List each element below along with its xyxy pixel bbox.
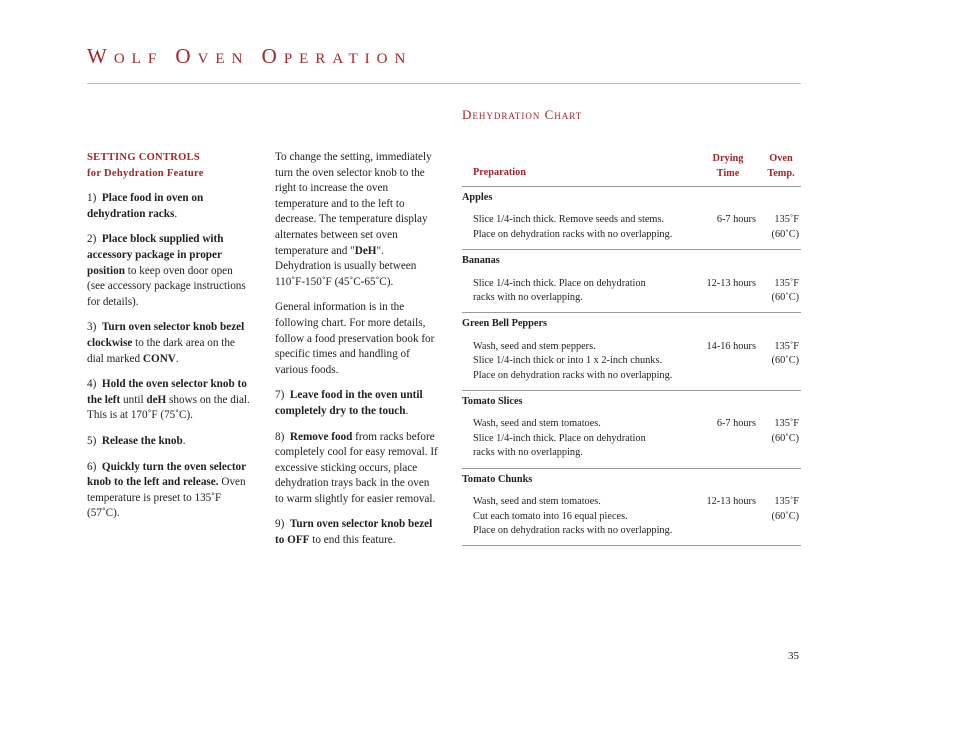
heading-line-1: SETTING CONTROLS [87,152,201,163]
page-title: Wolf Oven Operation [87,44,413,68]
oven-temp: 135˚F (60˚C) [771,214,799,240]
group-name: Apples [462,192,493,203]
temperature-paragraph: To change the setting, immediately turn the oven selector knob to the right to increase the oven temperature and to the left to decrease. The temperature display alternates between set oven temperature and "DeH". Dehydration is usually between 110˚F-150˚F (45˚C-65˚C). [275,151,432,288]
setting-controls-heading [87,150,252,181]
drying-time: 12-13 hours [706,496,756,508]
step-6: 6) Quickly turn the oven selector knob to the left and release. Oven temperature is preset to 135˚F (57˚C). [87,460,246,520]
oven-temp: 135˚F (60˚C) [771,277,799,304]
drying-time: 12-13 hours [706,277,756,289]
group-name: Green Bell Peppers [462,318,548,330]
table-row: Slice 1/4-inch thick. Place on dehydration racks with no overlapping. 12-13 hours 135˚F (60˚C) [462,277,801,306]
drying-time: 6-7 hours [716,214,756,226]
header-rule [87,83,801,84]
group-name: Bananas [462,255,500,267]
chart-title: Dehydration Chart [462,107,583,122]
setting-controls-column [87,150,252,532]
table-row: Slice 1/4-inch thick. Remove seeds and stems. Place on dehydration racks with no overlapping. 6-7 hours 135˚F (60˚C) [462,213,801,242]
page-number: 35 [788,650,799,662]
table-row: Wash, seed and stem tomatoes. Cut each tomato into 16 equal pieces. Place on dehydration racks with no overlapping. 12-13 hours 135˚F (60˚C) [473,496,799,536]
table-row: Wash, seed and stem peppers. Slice 1/4-inch thick or into 1 x 2-inch chunks. Place on dehydration racks with no overlapping. 14-16 hours 135˚F (60˚C) [473,340,799,381]
step-5: 5) Release the knob. [87,434,186,447]
table-row: Wash, seed and stem tomatoes. Slice 1/4-inch thick. Place on dehydration racks with no overlapping. 6-7 hours 135˚F (60˚C) [473,418,799,459]
step-8: 8) Remove food from racks before completely cool for easy removal. If excessive sticking occurs, place dehydration trays back in the oven to warm slightly for easier removal. [275,430,438,505]
oven-temp: 135˚F (60˚C) [771,340,799,367]
step-7: 7) Leave food in the oven until completely dry to the touch. [275,389,423,417]
group-name: Tomato Chunks [462,473,533,485]
instructions-column [275,150,440,559]
oven-temp: 135˚F (60˚C) [771,418,799,444]
oven-temp: 135˚F (60˚C) [771,496,799,522]
step-1: 1) Place food in oven on dehydration racks. [87,192,204,220]
step-4: 4) Hold the oven selector knob to the left until deH shows on the dial. This is at 170˚F (75˚C). [87,378,250,422]
general-info-paragraph: General information is in the following chart. For more details, follow a food preservation book for specific times and handling of various foods. [275,301,435,376]
step-2: 2) Place block supplied with accessory package in proper position to keep oven door open (see accessory package instructions for details). [87,233,246,308]
drying-time: 14-16 hours [706,340,756,352]
step-3: 3) Turn oven selector knob bezel clockwise to the dark area on the dial marked CONV. [87,321,245,365]
group-name: Tomato Slices [462,396,523,408]
chart-group-apples [462,186,801,249]
chart-group-tomato-slices [462,390,801,468]
heading-line-2: for Dehydration Feature [87,167,204,179]
chart-header [462,150,801,186]
step-9: 9) Turn oven selector knob bezel to OFF to end this feature. [275,518,433,547]
chart-group-tomato-chunks [462,468,801,547]
col-preparation: Preparation [473,167,527,178]
chart-group-bananas [462,249,801,312]
col-drying-time: Drying Time [712,153,744,179]
drying-time: 6-7 hours [716,418,756,430]
col-oven-temp: Oven Temp. [767,153,795,179]
chart-group-green-bell-peppers [462,312,801,390]
dehydration-chart [462,150,801,546]
